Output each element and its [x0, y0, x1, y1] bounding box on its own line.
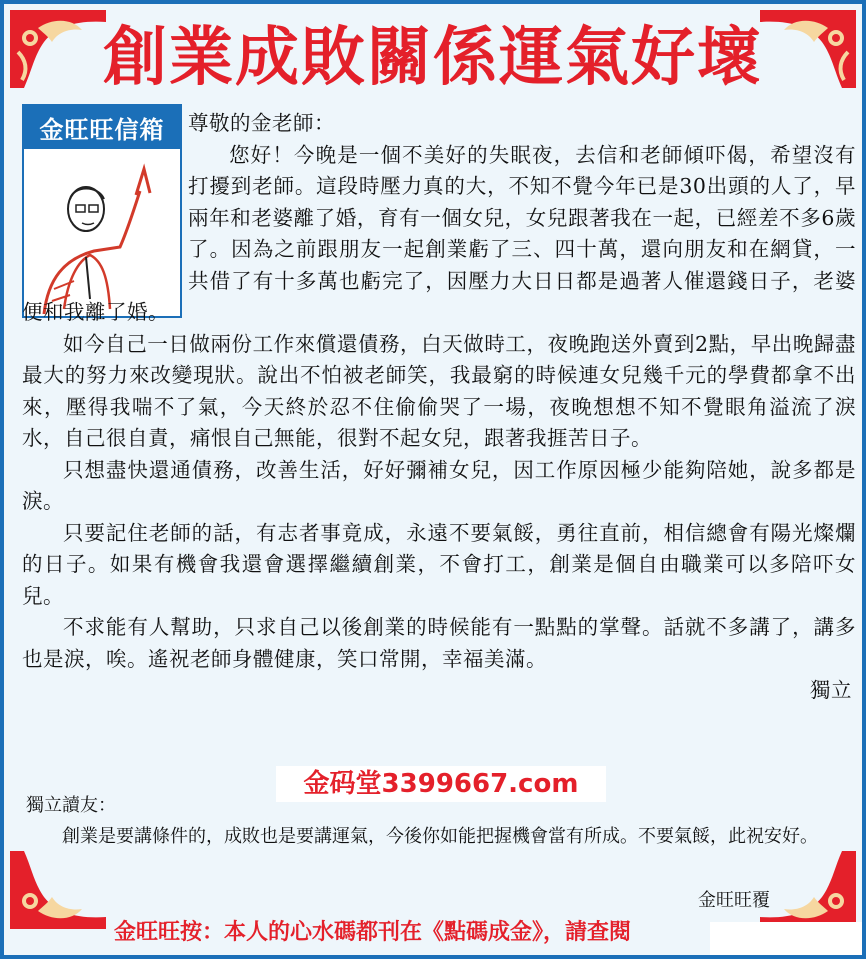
letter-body: [22, 108, 856, 707]
promo-watermark: 金码堂3399667.com: [276, 766, 606, 802]
column-title: 金旺旺信箱: [24, 106, 180, 149]
letter-paragraph: 不求能有人幫助，只求自己以後創業的時候能有一點點的掌聲。話就不多講了，講多也是淚，唉。遙祝老師身體健康，笑口常開，幸福美滿。: [22, 615, 856, 671]
footer-note: 金旺旺按：本人的心水碼都刊在《點碼成金》，請查閱: [114, 919, 632, 945]
letter-paragraph: 如今自己一日做兩份工作來償還債務，白天做時工，夜晚跑送外賣到2點，早出晚歸盡最大的努力來改變現狀。說出不怕被老師笑，我最窮的時候連女兒幾千元的學費都拿不出來，壓得我喘不了氣，今天終於忍不住偷偷哭了一場，夜晚想想不知不覺眼角溢流了淚水，自己很自責，痛恨自己無能，很對不起女兒，跟著我捱苦日子。: [22, 331, 856, 450]
corner-ornament-icon: [758, 849, 858, 931]
letter-salutation: 尊敬的金老師：: [188, 111, 335, 135]
reply-salutation: 獨立讀友：: [26, 795, 116, 816]
reply-body: 創業是要講條件的，成敗也是要講運氣，今後你如能把握機會當有所成。不要氣餒，此祝安好。: [62, 826, 818, 847]
footer-mask: [710, 922, 866, 958]
reply-signature: 金旺旺覆: [698, 890, 770, 911]
letter-paragraph: 您好！今晚是一個不美好的失眠夜，去信和老師傾吓偈，希望沒有打擾到老師。這段時壓力真的大，不知不覺今年已是30出頭的人了，早兩年和老婆離了婚，育有一個女兒，女兒跟著我在一起，已經差不多6歲了。因為之前跟朋友一起創業虧了三、四十萬，還向朋友和在網貸，一共借了有十多萬也虧完了，因壓力大日日都是過著人催還錢日子，老婆便和我離了婚。: [22, 142, 856, 324]
letter-paragraph: 只想盡快還通債務，改善生活，好好彌補女兒，因工作原因極少能夠陪她，說多都是淚。: [22, 457, 856, 513]
headline: 創業成敗關係運氣好壞: [103, 21, 763, 95]
letter-paragraph: 只要記住老師的話，有志者事竟成，永遠不要氣餒，勇往直前，相信總會有陽光燦爛的日子。如果有機會我還會選擇繼續創業，不會打工，創業是個自由職業可以多陪吓女兒。: [22, 520, 856, 608]
corner-ornament-icon: [8, 849, 108, 931]
letter-signature: 獨立: [810, 678, 852, 702]
